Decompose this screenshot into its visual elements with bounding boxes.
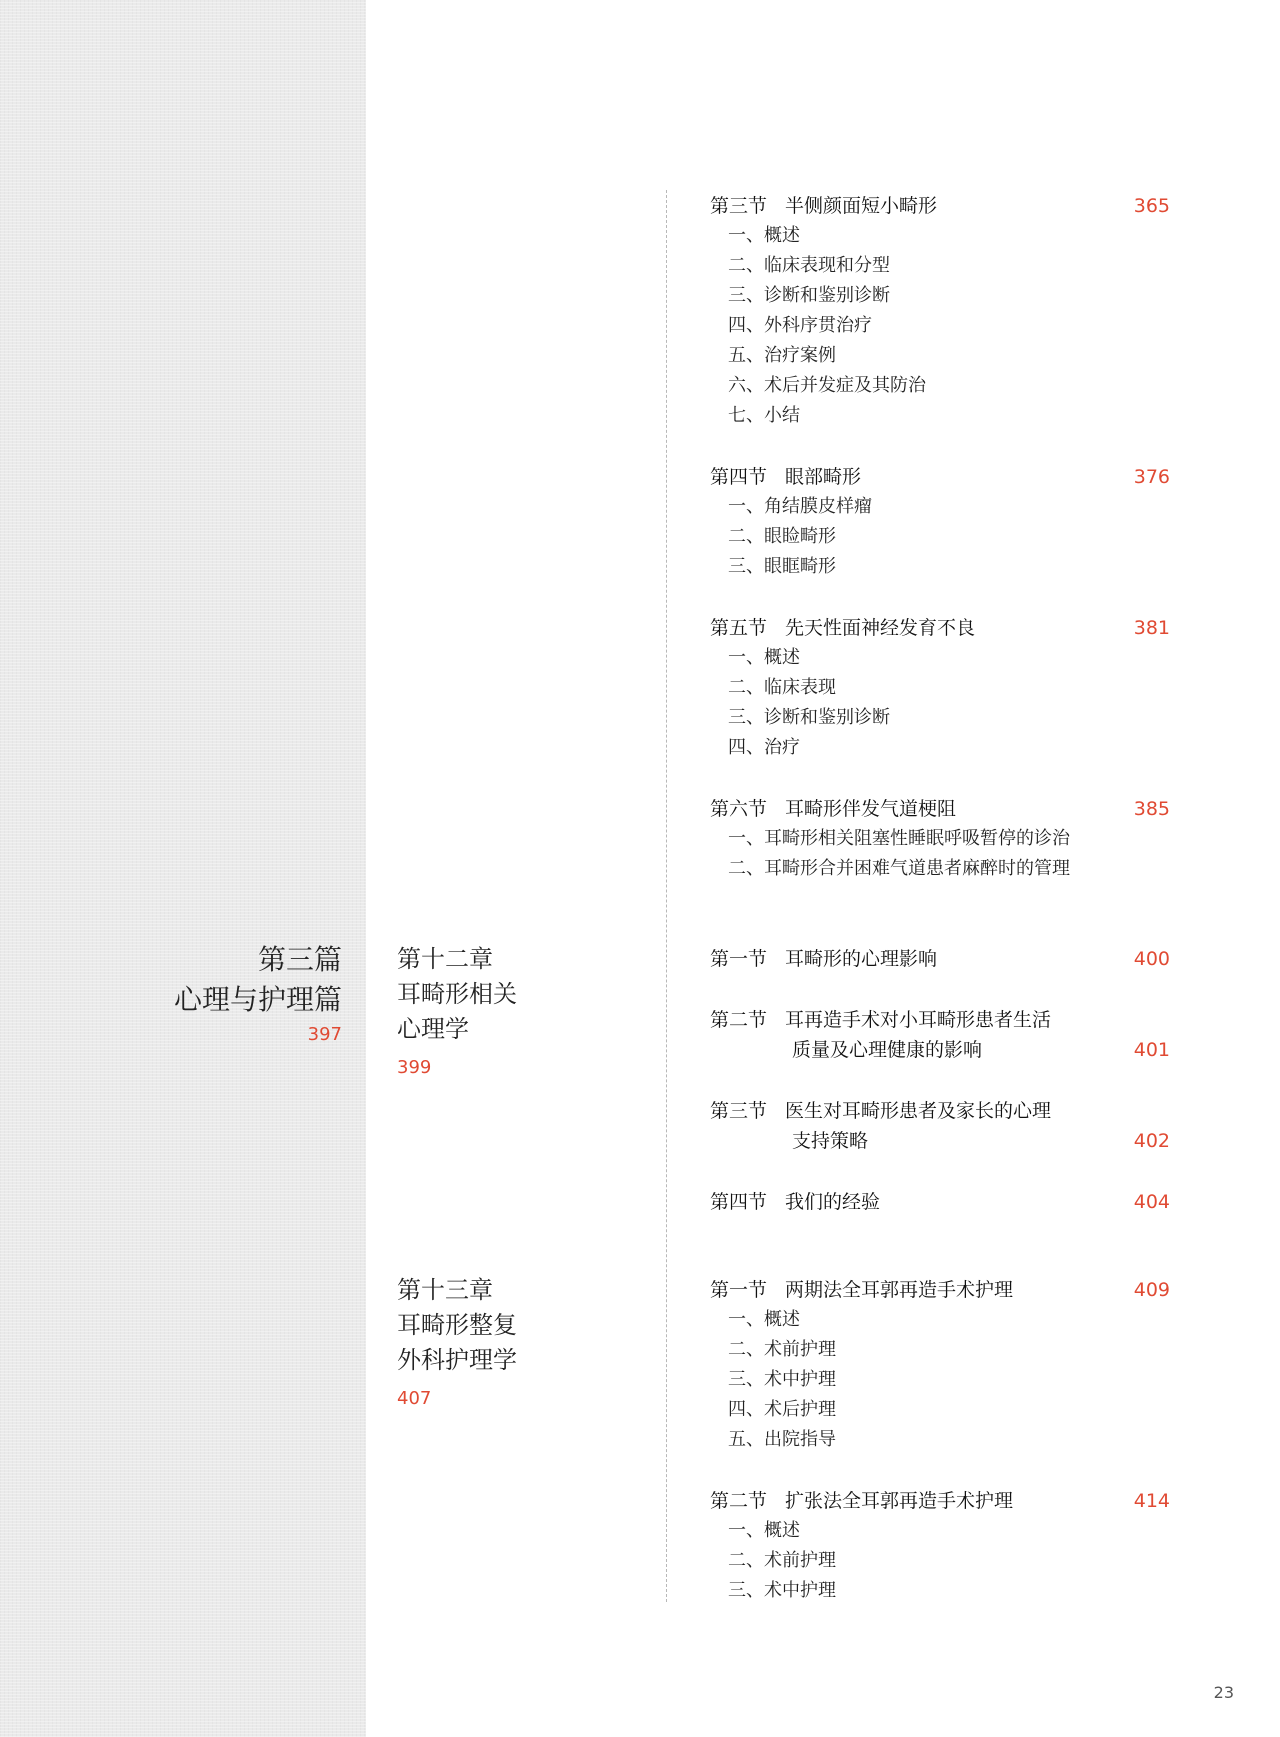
section-title: 先天性面神经发育不良 [785, 617, 976, 639]
part-page-number: 397 [307, 1024, 342, 1045]
chapter-number: 第十三章 [397, 1276, 493, 1304]
section-number: 第一节 [710, 1279, 768, 1301]
section-heading [710, 1275, 1170, 1305]
section-heading [710, 1005, 1170, 1035]
chapter-page-number: 399 [397, 1057, 432, 1078]
chapter-number: 第十二章 [397, 945, 493, 973]
section-title: 半侧颜面短小畸形 [785, 195, 938, 217]
toc-group [710, 944, 1170, 1217]
section-heading [710, 1187, 1170, 1217]
section-heading [710, 1486, 1170, 1516]
subsection-item: 二、临床表现和分型 [728, 255, 890, 276]
part-heading [174, 940, 342, 1045]
toc-section [710, 1486, 1170, 1606]
subsection-item: 三、诊断和鉴别诊断 [728, 707, 890, 728]
section-page-number: 402 [1133, 1130, 1170, 1152]
section-page-number: 401 [1133, 1039, 1170, 1061]
subsection-item: 四、外科序贯治疗 [728, 315, 872, 336]
section-number: 第四节 [710, 1191, 768, 1213]
section-page-number: 409 [1133, 1279, 1170, 1301]
subsection-item: 七、小结 [728, 405, 800, 426]
chapter-heading [397, 942, 517, 1078]
subsection-item: 三、诊断和鉴别诊断 [728, 285, 890, 306]
section-title-continuation-text: 质量及心理健康的影响 [792, 1039, 983, 1061]
section-title: 耳再造手术对小耳畸形患者生活 [785, 1009, 1052, 1031]
section-page-number: 400 [1133, 948, 1170, 970]
section-page-number: 365 [1133, 195, 1170, 217]
toc-divider [666, 190, 667, 1602]
section-page-number: 385 [1133, 798, 1170, 820]
subsection-item: 三、术中护理 [728, 1580, 836, 1601]
toc-section [710, 1096, 1170, 1156]
section-heading [710, 613, 1170, 643]
chapter-title-line: 耳畸形相关 [397, 980, 517, 1008]
subsection-item: 二、术前护理 [728, 1550, 836, 1571]
toc-section [710, 1187, 1170, 1217]
toc-section [710, 462, 1170, 582]
section-title-continuation [710, 1126, 1170, 1156]
section-title: 眼部畸形 [785, 466, 862, 488]
section-number: 第六节 [710, 798, 768, 820]
section-heading [710, 462, 1170, 492]
section-title-continuation [710, 1035, 1170, 1065]
subsection-item: 一、角结膜皮样瘤 [728, 496, 872, 517]
section-number: 第四节 [710, 466, 768, 488]
subsection-item: 一、概述 [728, 1520, 800, 1541]
toc-section [710, 794, 1170, 884]
subsection-item: 一、耳畸形相关阻塞性睡眠呼吸暂停的诊治 [728, 828, 1070, 849]
subsection-item: 一、概述 [728, 647, 800, 668]
section-heading [710, 794, 1170, 824]
subsection-item: 五、治疗案例 [728, 345, 836, 366]
subsection-item: 一、概述 [728, 225, 800, 246]
subsection-item: 一、概述 [728, 1309, 800, 1330]
subsection-item: 二、术前护理 [728, 1339, 836, 1360]
section-number: 第三节 [710, 195, 768, 217]
subsection-item: 二、耳畸形合并困难气道患者麻醉时的管理 [728, 858, 1070, 879]
section-page-number: 376 [1133, 466, 1170, 488]
toc-section [710, 613, 1170, 763]
side-band [0, 0, 366, 1737]
subsection-item: 二、临床表现 [728, 677, 836, 698]
chapter-title-line: 外科护理学 [397, 1346, 517, 1374]
section-title-continuation-text: 支持策略 [792, 1130, 869, 1152]
subsection-item: 四、治疗 [728, 737, 800, 758]
toc-section [710, 1005, 1170, 1065]
part-number: 第三篇 [257, 943, 342, 976]
chapter-title-line: 耳畸形整复 [397, 1311, 517, 1339]
toc-section [710, 1275, 1170, 1455]
section-number: 第一节 [710, 948, 768, 970]
section-number: 第三节 [710, 1100, 768, 1122]
chapter-title-line: 心理学 [397, 1015, 469, 1043]
chapter-heading [397, 1273, 517, 1409]
toc-section [710, 191, 1170, 431]
section-page-number: 404 [1133, 1191, 1170, 1213]
subsection-item: 六、术后并发症及其防治 [728, 375, 926, 396]
section-page-number: 381 [1133, 617, 1170, 639]
section-heading [710, 1096, 1170, 1126]
section-title: 耳畸形的心理影响 [785, 948, 938, 970]
section-heading [710, 944, 1170, 974]
subsection-item: 三、眼眶畸形 [728, 556, 836, 577]
section-number: 第二节 [710, 1490, 768, 1512]
toc-group [710, 191, 1170, 884]
toc-group [710, 1275, 1170, 1606]
subsection-item: 五、出院指导 [728, 1429, 836, 1450]
section-page-number: 414 [1133, 1490, 1170, 1512]
page-number: 23 [1213, 1683, 1234, 1702]
subsection-item: 二、眼睑畸形 [728, 526, 836, 547]
section-title: 医生对耳畸形患者及家长的心理 [785, 1100, 1052, 1122]
toc-section [710, 944, 1170, 974]
subsection-item: 四、术后护理 [728, 1399, 836, 1420]
section-title: 两期法全耳郭再造手术护理 [785, 1279, 1014, 1301]
section-title: 扩张法全耳郭再造手术护理 [785, 1490, 1014, 1512]
section-title: 耳畸形伴发气道梗阻 [785, 798, 957, 820]
section-title: 我们的经验 [785, 1191, 881, 1213]
chapter-page-number: 407 [397, 1388, 432, 1409]
subsection-item: 三、术中护理 [728, 1369, 836, 1390]
section-number: 第五节 [710, 617, 768, 639]
part-title: 心理与护理篇 [173, 983, 342, 1016]
section-heading [710, 191, 1170, 221]
section-number: 第二节 [710, 1009, 768, 1031]
